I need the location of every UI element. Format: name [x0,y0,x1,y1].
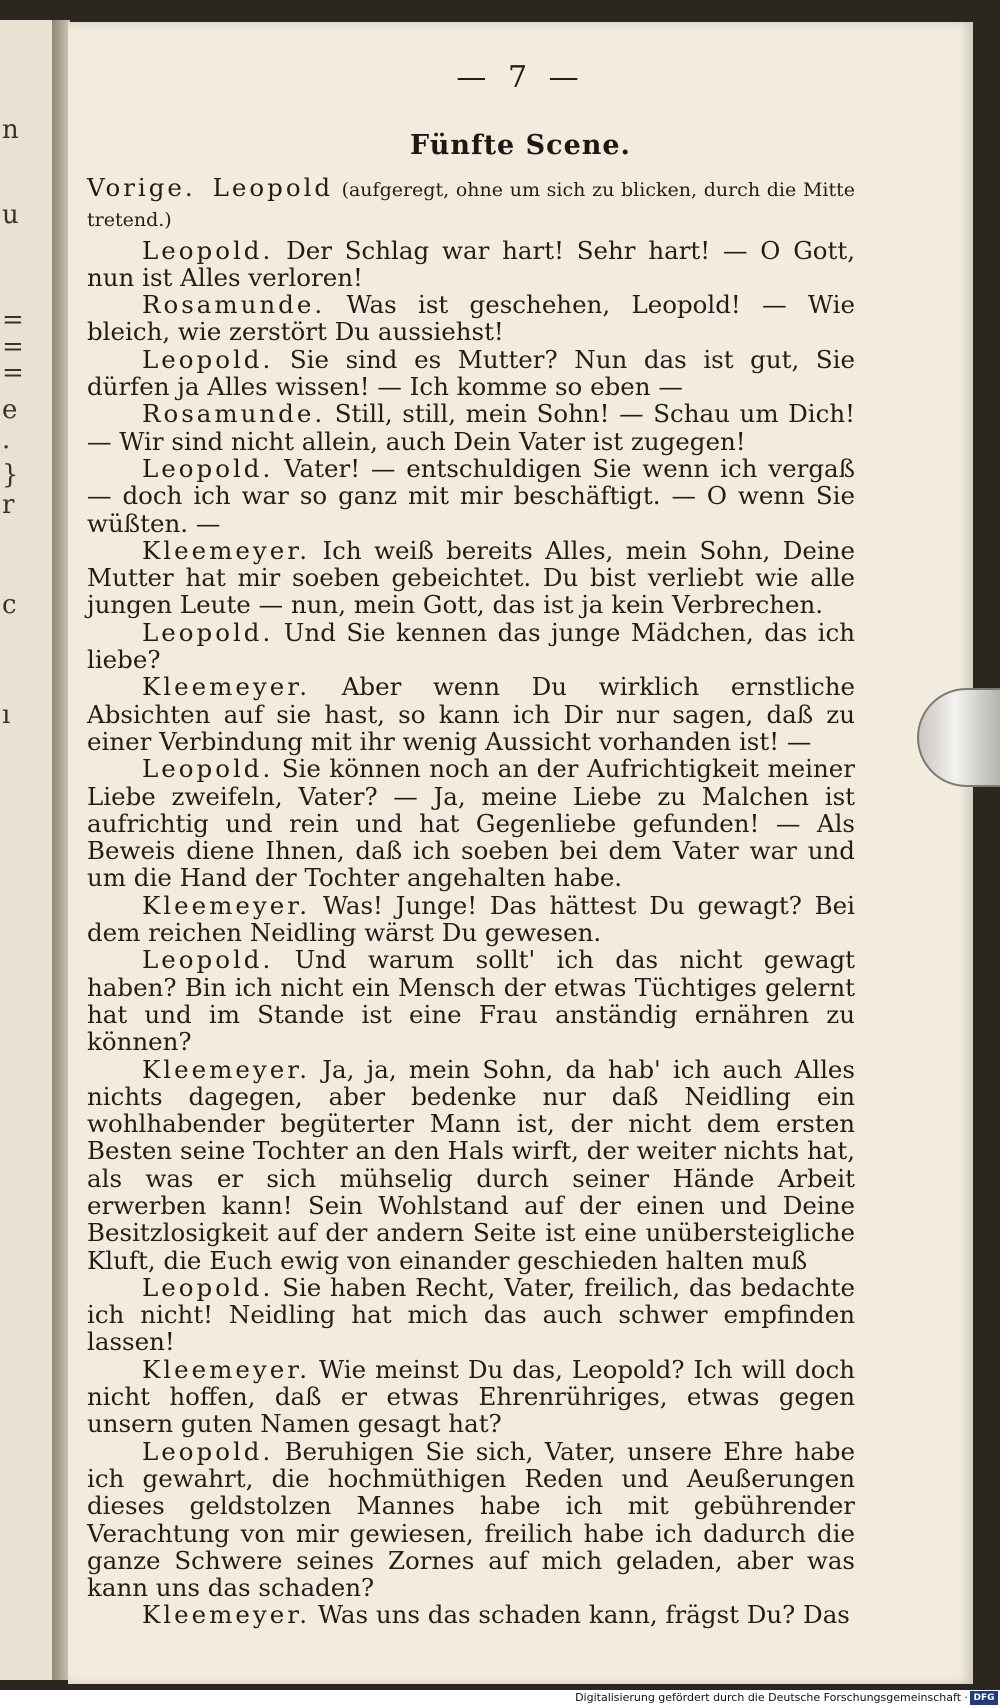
speech-paragraph [87,892,855,947]
left-page-fragment: e [2,395,18,425]
left-page-edge [0,20,55,1680]
dfg-logo: DFG [970,1691,998,1705]
speaker-name: Kleemeyer. [142,1600,311,1630]
left-page-fragment: = [2,332,24,362]
speaker-name: Rosamunde. [142,399,326,429]
left-page-fragment: ı [2,700,11,730]
speech-text: Ich weiß bereits Alles, mein Sohn, Deine Mutter hat mir soeben gebeichtet. Du bist verliebt wie alle jungen Leute — nun, mein Gott, das ist ja kein Verbrechen. [87,535,855,620]
speech-paragraph [87,1056,855,1274]
speech-text: Vater! — entschuldigen Sie wenn ich vergaß — doch ich war so ganz mit mir beschäftigt. — O wenn Sie wüßten. — [87,453,855,538]
speech-text: Beruhigen Sie sich, Vater, unsere Ehre habe ich gewahrt, die hochmüthigen Reden und Aeußerungen dieses geldstolzen Mannes habe ich mit gebührender Verachtung von mir gewiesen, freilich habe ich dadurch die ganze Schwere seines Zornes auf mich geladen, aber was kann uns das schaden? [87,1436,855,1603]
speech-text: Was! Junge! Das hättest Du gewagt? Bei dem reichen Neidling wärst Du gewesen. [87,890,855,948]
left-page-fragment: c [2,590,17,620]
speaker-name: Kleemeyer. [142,672,311,702]
page-number: — 7 — [456,60,585,95]
speech-paragraph [87,673,855,755]
speaker-name: Leopold. [142,945,274,975]
speaker-name: Kleemeyer. [142,1054,311,1084]
speech-paragraph [87,1274,855,1356]
speech-text: Still, still, mein Sohn! — Schau um Dich! — Wir sind nicht allein, auch Dein Vater ist zugegen! [87,399,855,456]
footer-bar [0,1690,1000,1707]
book-page [68,22,973,1684]
left-page-fragment: = [2,358,24,388]
left-page-fragment: u [2,200,19,230]
speech-paragraph [87,1356,855,1438]
speaker-name: Leopold. [142,344,274,374]
speech-text: Sie sind es Mutter? Nun das ist gut, Sie dürfen ja Alles wissen! — Ich komme so eben — [87,344,855,402]
speaker-name: Kleemeyer. [142,535,311,565]
speech-text: Was ist geschehen, Leopold! — Wie bleich, wie zerstört Du aussiehst! [87,290,855,347]
speech-paragraph [87,346,855,401]
speech-paragraph [87,455,855,537]
speech-paragraph [87,291,855,346]
speaker-name: Kleemeyer. [142,890,311,920]
left-page-fragment: n [2,115,19,145]
left-page-fragment: r [2,490,15,520]
speaker-name: Leopold. [142,453,274,483]
stage-direction [87,174,855,235]
speech-text: Sie haben Recht, Vater, freilich, das bedachte ich nicht! Neidling hat mich das auch schwer empfinden lassen! [87,1272,855,1357]
left-page-fragment: } [2,460,19,490]
entering-character: Leopold [212,173,334,202]
speech-text: Aber wenn Du wirklich ernstliche Absichten auf sie hast, so kann ich Dir nur sagen, daß zu einer Verbindung mit ihr wenig Aussicht vorhanden ist! — [87,672,855,756]
speech-text: Was uns das schaden kann, frägst Du? Das [317,1600,850,1630]
speech-text: Der Schlag war hart! Sehr hart! — O Gott, nun ist Alles verloren! [87,235,855,292]
scene-title: Fünfte Scene. [410,130,631,161]
funding-credit: Digitalisierung gefördert durch die Deutsche Forschungsgemeinschaft · [575,1691,968,1704]
speaker-name: Leopold. [142,1436,274,1466]
speaker-name: Leopold. [142,754,274,784]
dialogue-text [87,174,855,1629]
speaker-name: Leopold. [142,1272,274,1302]
left-page-fragment: . [2,425,11,455]
speech-list [87,237,855,1629]
characters-present: Vorige. [87,173,196,202]
speech-paragraph [87,946,855,1055]
speaker-name: Leopold. [142,235,274,265]
speaker-name: Rosamunde. [142,290,326,320]
speech-paragraph [87,755,855,891]
speech-paragraph [87,400,855,455]
speech-paragraph [87,1601,855,1628]
left-page-fragment: = [2,305,24,335]
speech-text: Und warum sollt' ich das nicht gewagt haben? Bin ich nicht ein Mensch der etwas Tüchtiges gelernt hat und im Stande ist eine Frau anständig ernähren zu können? [87,945,855,1057]
speech-text: Wie meinst Du das, Leopold? Ich will doch nicht hoffen, daß er etwas Ehrenrühriges, etwas gegen unsern guten Namen gesagt hat? [87,1354,855,1439]
direction-text: (aufgeregt, ohne um sich zu blicken, durch die Mitte tretend.) [87,179,855,232]
speech-paragraph [87,619,855,674]
speech-text: Und Sie kennen das junge Mädchen, das ich liebe? [87,617,855,675]
speech-text: Ja, ja, mein Sohn, da hab' ich auch Alles nichts dagegen, aber bedenke nur daß Neidling ein wohlhabender begüterter Mann ist, der nicht dem ersten Besten seine Tochter an den Hals wirft, der weiter nichts hat, als was er sich mühselig durch seiner Hände Arbeit erwerben kann! Sein Wohlstand auf der einen und Deine Besitzlosigkeit auf der andern Seite ist eine unübersteigliche Kluft, die Euch ewig von einander geschieden halten muß [87,1054,855,1275]
speech-paragraph [87,537,855,619]
speaker-name: Kleemeyer. [142,1354,311,1384]
speech-text: Sie können noch an der Aufrichtigkeit meiner Liebe zweifeln, Vater? — Ja, meine Liebe zu Malchen ist aufrichtig und rein und hat Gegenliebe gefunden! — Als Beweis diene Ihnen, daß ich soeben bei dem Vater war und um die Hand der Tochter angehalten habe. [87,754,855,893]
speech-paragraph [87,237,855,292]
speaker-name: Leopold. [142,617,274,647]
speech-paragraph [87,1438,855,1602]
